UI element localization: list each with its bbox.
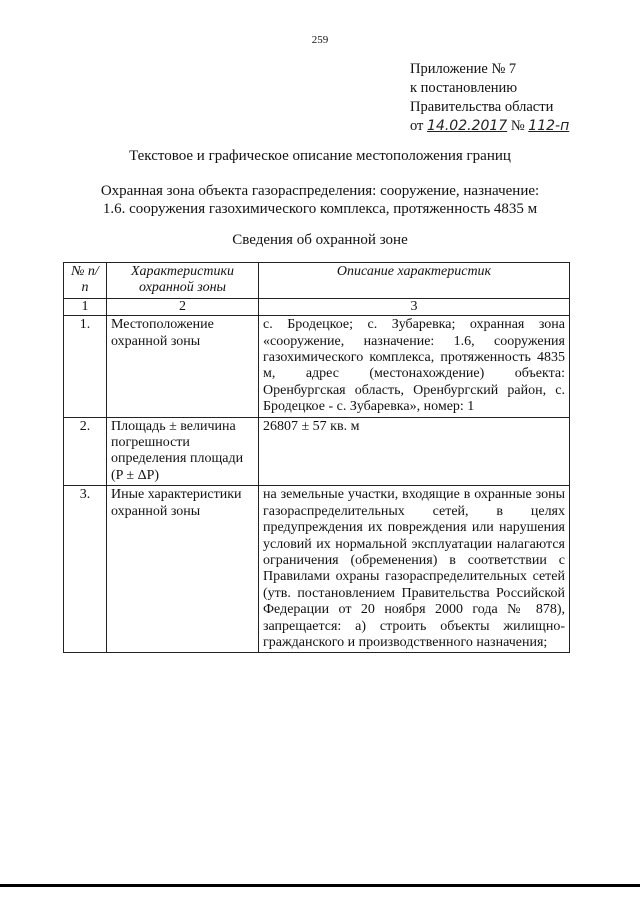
bottom-divider xyxy=(0,884,640,887)
row-characteristic: Местоположение охранной зоны xyxy=(107,316,259,417)
subject-line-1: Охранная зона объекта газораспределения: сооружение, назначение: xyxy=(100,183,540,199)
row-description: с. Бродецкое; с. Зубаревка; охранная зона «сооружение, назначение: 1.6, сооружения газохимического комплекса, протяженность 4835 м, адрес (местонахождение) объекта: Оренбургская область, Оренбургский район, с. Бродецкое - с. Зубаревка», номер: 1 xyxy=(259,316,570,417)
appendix-block xyxy=(410,60,569,136)
date-prefix: от xyxy=(410,118,424,134)
row-description: на земельные участки, входящие в охранные зоны газораспределительных сетей, в целях предупреждения их повреждения или нарушения условий их нормальной эксплуатации налагаются ограничения (обременения) в соответствии с Правилами охраны газораспределительных сетей (утв. постановлением Правительства Российской Федерации от 20 ноября 2000 года № 878), запрещается: а) строить объекты жилищно-гражданского и производственного назначения; xyxy=(259,486,570,653)
table-row xyxy=(64,316,570,417)
subject-description xyxy=(60,182,580,218)
handwritten-number: 112-п xyxy=(528,118,570,134)
row-description: 26807 ± 57 кв. м xyxy=(259,417,570,486)
column-number-2: 2 xyxy=(107,298,259,315)
column-number-row xyxy=(64,298,570,315)
number-prefix: № xyxy=(510,118,525,134)
handwritten-date: 14.02.2017 xyxy=(427,118,508,134)
zone-table xyxy=(63,262,570,653)
row-characteristic: Площадь ± величина погрешности определения площади (P ± ΔP) xyxy=(107,417,259,486)
column-number-1: 1 xyxy=(64,298,107,315)
document-title: Текстовое и графическое описание местоположения границ xyxy=(129,148,511,164)
table-header-row xyxy=(64,263,570,299)
header-characteristic: Характеристики охранной зоны xyxy=(107,263,259,299)
appendix-line-2: к постановлению xyxy=(410,80,518,96)
table-row xyxy=(64,486,570,653)
appendix-date-line xyxy=(410,117,569,136)
header-number: № п/п xyxy=(64,263,107,299)
appendix-line-3: Правительства области xyxy=(410,99,554,115)
column-number-3: 3 xyxy=(259,298,570,315)
row-characteristic: Иные характеристики охранной зоны xyxy=(107,486,259,653)
page-number: 259 xyxy=(311,34,329,46)
row-number: 1. xyxy=(64,316,107,417)
row-number: 3. xyxy=(64,486,107,653)
header-description: Описание характеристик xyxy=(259,263,570,299)
subject-line-2: 1.6. сооружения газохимического комплекса, протяженность 4835 м xyxy=(102,201,538,217)
row-number: 2. xyxy=(64,417,107,486)
appendix-line-1: Приложение № 7 xyxy=(410,61,517,77)
table-heading: Сведения об охранной зоне xyxy=(232,232,408,248)
table-row xyxy=(64,417,570,486)
